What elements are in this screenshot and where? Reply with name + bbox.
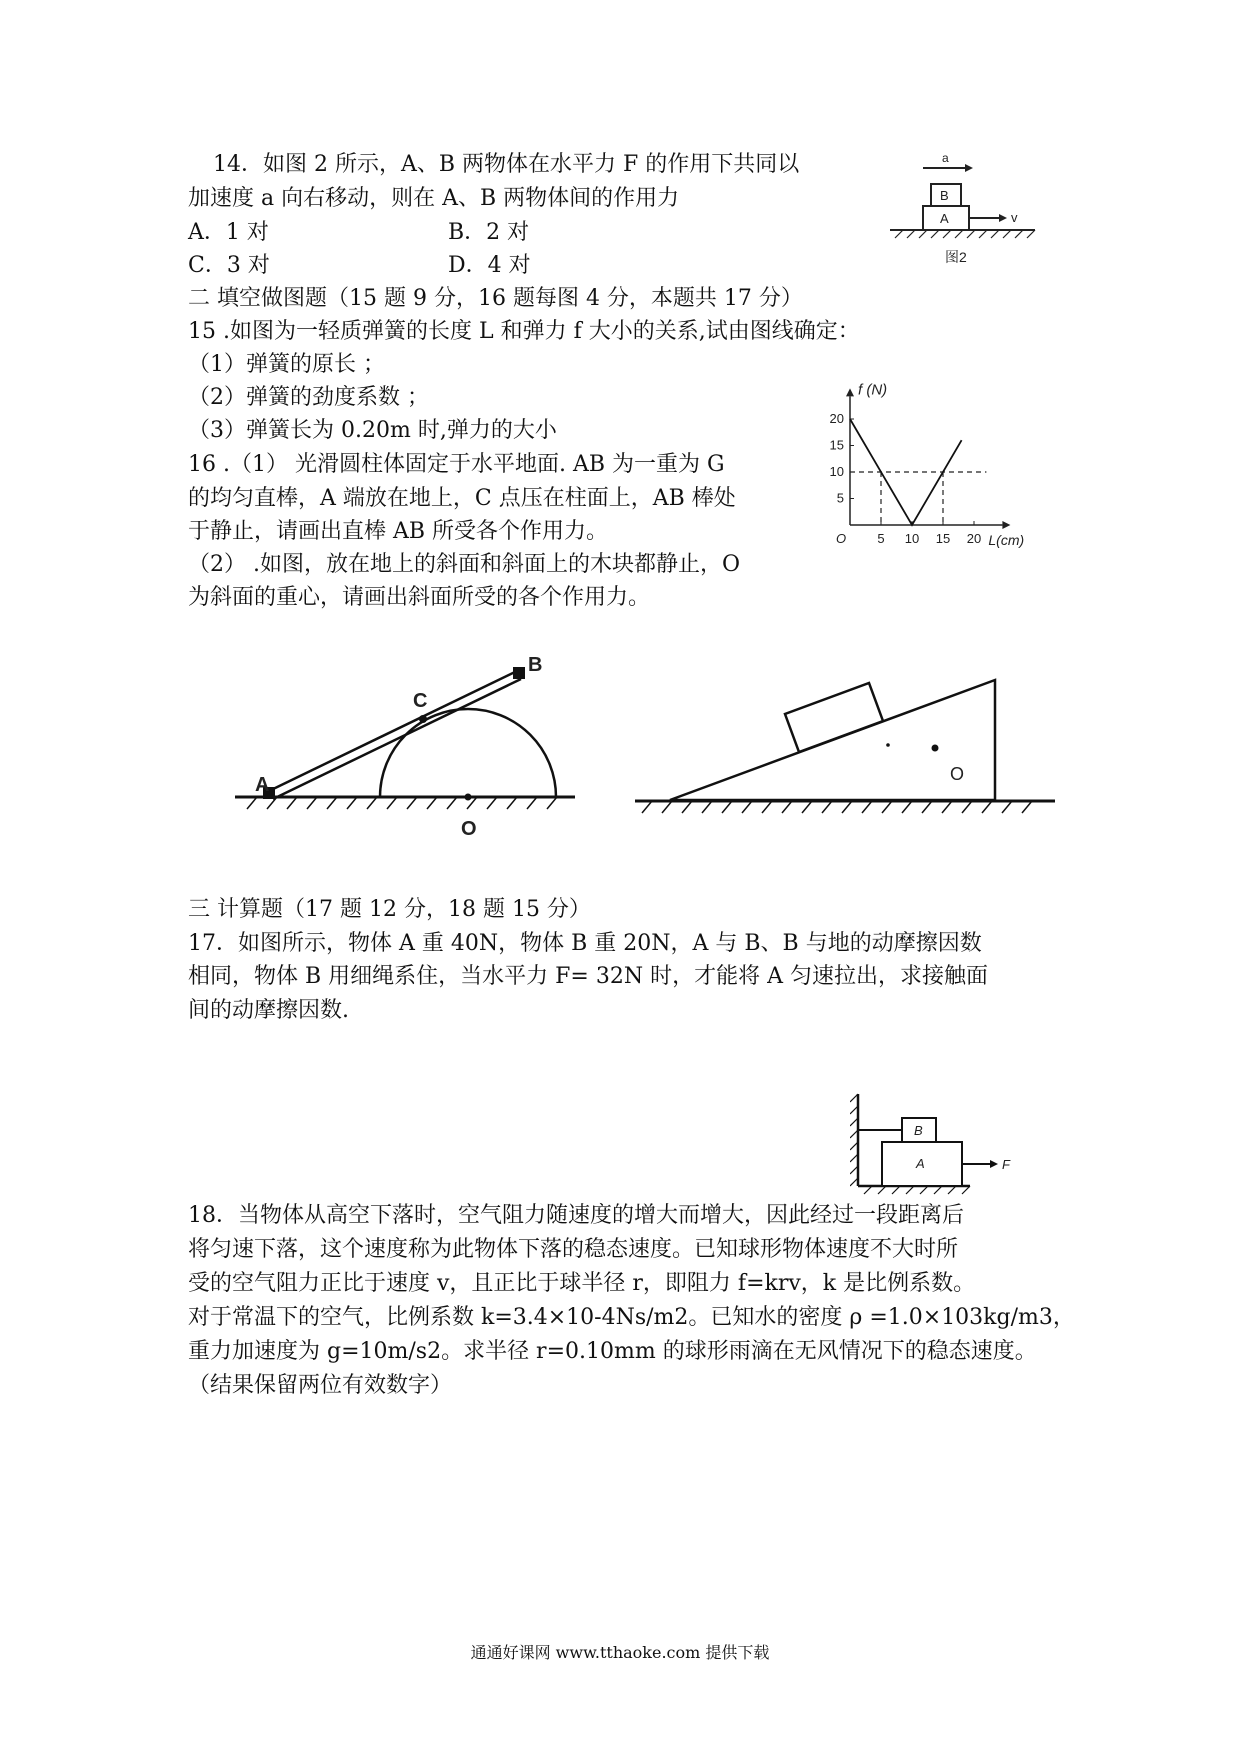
y-axis-label: f (N) xyxy=(858,381,888,399)
q17-line-3: 间的动摩擦因数. xyxy=(188,998,349,1023)
x-axis-arrow xyxy=(1002,521,1010,529)
q18-line-6: （结果保留两位有效数字） xyxy=(188,1373,453,1398)
q17-figure xyxy=(850,1090,1040,1200)
q15-intro: 15 .如图为一轻质弹簧的长度 L 和弹力 f 大小的关系,试由图线确定： xyxy=(188,319,860,344)
q17-block-a-label: A xyxy=(916,1156,925,1171)
origin-label: O xyxy=(836,531,847,546)
rod-label-c: C xyxy=(413,690,428,712)
q15-item-2: （2）弹簧的劲度系数 ； xyxy=(188,385,429,410)
y-tick-label: 10 xyxy=(829,464,844,479)
q14-figure-caption: 图2 xyxy=(945,249,967,265)
q14-block-b-label: B xyxy=(940,188,949,203)
q18-line-5: 重力加速度为 g=10m/s2。求半径 r=0.10mm 的球形雨滴在无风情况下的稳态速度。 xyxy=(188,1339,1037,1364)
y-tick-label: 20 xyxy=(829,411,844,426)
q14-figure xyxy=(885,150,1045,280)
q14-velocity-label: v xyxy=(1011,210,1018,225)
q16-line-4: （2） .如图，放在地上的斜面和斜面上的木块都静止，O xyxy=(188,552,741,577)
x-tick-label: 10 xyxy=(904,531,920,546)
rod-label-a: A xyxy=(255,774,270,796)
rod-label-b: B xyxy=(528,654,543,676)
q14-option-b: B．2 对 xyxy=(448,220,530,245)
q18-line-1: 18．当物体从高空下落时，空气阻力随速度的增大而增大，因此经过一段距离后 xyxy=(188,1203,964,1228)
q14-block-a-label: A xyxy=(940,211,949,226)
incline-figure xyxy=(630,655,1060,825)
q14-option-d: D．4 对 xyxy=(448,253,531,278)
q14-accel-label: a xyxy=(942,151,949,165)
q15-item-3: （3）弹簧长为 0.20m 时,弹力的大小 xyxy=(188,418,557,443)
section-2-title: 二 填空做图题（15 题 9 分，16 题每图 4 分，本题共 17 分） xyxy=(188,286,803,311)
q16-line-1: 16 .（1） 光滑圆柱体固定于水平地面. AB 为一重为 G xyxy=(188,452,725,477)
spring-force-chart xyxy=(820,360,1070,555)
q17-block-b-label: B xyxy=(914,1123,923,1138)
q14-line-2: 加速度 a 向右移动，则在 A、B 两物体间的作用力 xyxy=(188,186,680,211)
q16-line-3: 于静止，请画出直棒 AB 所受各个作用力。 xyxy=(188,519,609,544)
x-axis-label: L(cm) xyxy=(988,532,1025,548)
q14-line-1: 14．如图 2 所示，A、B 两物体在水平力 F 的作用下共同以 xyxy=(213,152,800,177)
x-tick-label: 20 xyxy=(966,531,982,546)
q16-line-2: 的均匀直棒，A 端放在地上，C 点压在柱面上，AB 棒处 xyxy=(188,486,736,511)
x-tick-label: 15 xyxy=(935,531,951,546)
q14-option-c: C．3 对 xyxy=(188,253,270,278)
q18-line-2: 将匀速下落，这个速度称为此物体下落的稳态速度。已知球形物体速度不大时所 xyxy=(188,1237,959,1262)
section-3-title: 三 计算题（17 题 12 分，18 题 15 分） xyxy=(188,897,591,922)
q18-line-4: 对于常温下的空气，比例系数 k=3.4×10-4Ns/m2。已知水的密度 ρ =1.0×103kg/m3， xyxy=(188,1305,1075,1330)
x-tick-label: 5 xyxy=(877,531,885,546)
rod-cylinder-figure xyxy=(225,635,585,865)
q17-line-1: 17．如图所示，物体 A 重 40N，物体 B 重 20N，A 与 B、B 与地的动摩擦因数 xyxy=(188,931,982,956)
incline-center-label: O xyxy=(950,764,965,784)
y-tick-label: 15 xyxy=(829,437,844,453)
y-axis-arrow xyxy=(846,388,854,396)
q14-option-a: A．1 对 xyxy=(188,220,269,245)
cylinder-center-label: O xyxy=(461,818,477,840)
q16-line-5: 为斜面的重心，请画出斜面所受的各个作用力。 xyxy=(188,585,651,610)
q17-force-label: F xyxy=(1002,1157,1010,1172)
page-footer: 通通好课网 www.tthaoke.com 提供下载 xyxy=(470,1643,770,1662)
y-tick-label: 5 xyxy=(836,490,844,506)
q18-line-3: 受的空气阻力正比于速度 v，且正比于球半径 r，即阻力 f=krv，k 是比例系数。 xyxy=(188,1271,976,1296)
q15-item-1: （1）弹簧的原长 ； xyxy=(188,352,385,377)
q17-line-2: 相同，物体 B 用细绳系住，当水平力 F= 32N 时，才能将 A 匀速拉出，求接触面 xyxy=(188,964,988,989)
